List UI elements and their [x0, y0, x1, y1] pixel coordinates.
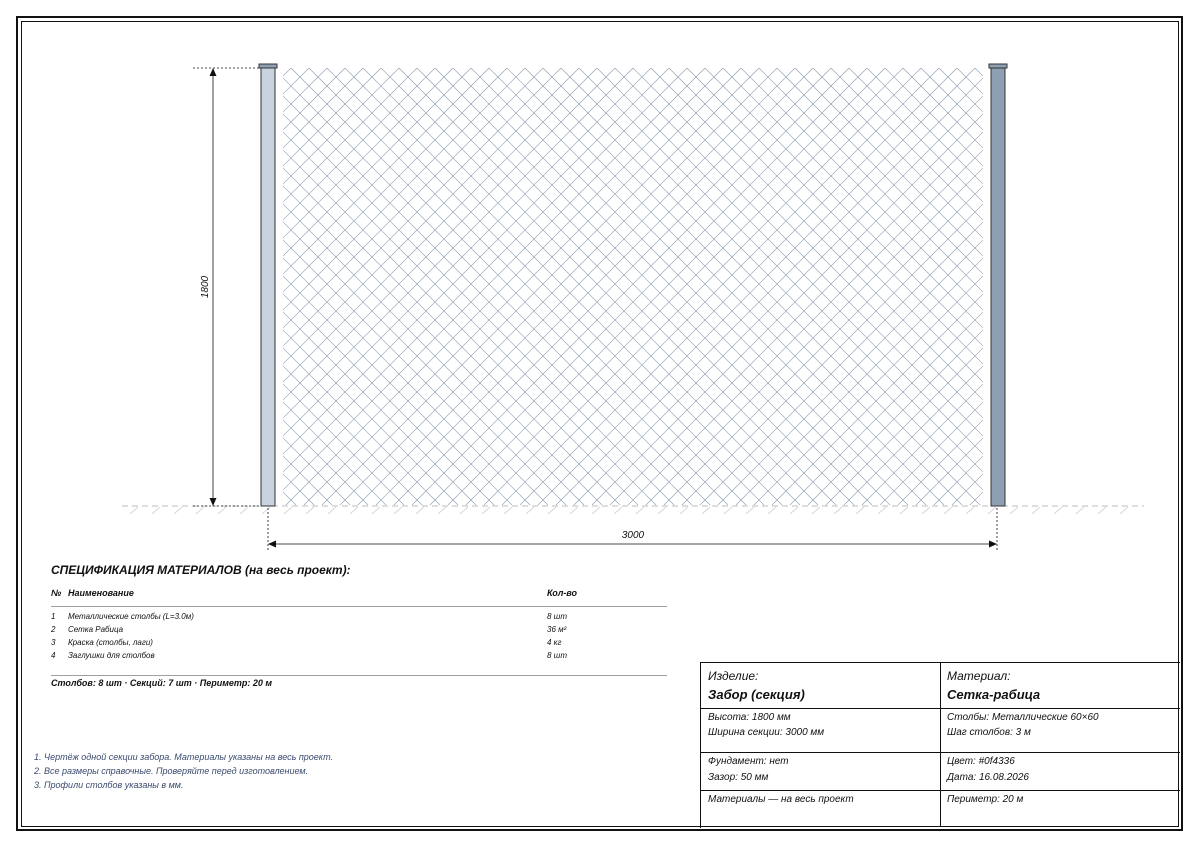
- title-block-divider: [701, 790, 1180, 791]
- spec-row-qty: 8 шт: [547, 651, 567, 660]
- spec-row-qty: 4 кг: [547, 638, 562, 647]
- title-block-divider: [940, 663, 941, 827]
- spec-col-name: Наименование: [68, 588, 134, 598]
- spec-row: [51, 623, 667, 636]
- spec-row-num: 2: [51, 625, 56, 634]
- spec-row-qty: 36 м²: [547, 625, 567, 634]
- spec-total: Столбов: 8 шт · Секций: 7 шт · Периметр: 20 м: [51, 678, 273, 688]
- spec-rows: [51, 610, 667, 662]
- gap-value: Зазор: 50 мм: [708, 772, 769, 783]
- width-dimension: [268, 508, 997, 550]
- post-left: [259, 64, 277, 506]
- spec-row-num: 1: [51, 612, 56, 621]
- spec-header: [51, 586, 667, 607]
- title-block-divider: [701, 752, 1180, 753]
- spec-row-name: Сетка Рабица: [68, 625, 124, 634]
- height-value: Высота: 1800 мм: [708, 712, 791, 723]
- spec-row-num: 4: [51, 651, 56, 660]
- chain-link-mesh: [0, 68, 1200, 505]
- title-block: [700, 662, 1180, 828]
- spec-row: [51, 636, 667, 649]
- spec-row: [51, 610, 667, 623]
- product-label: Изделие:: [708, 669, 759, 683]
- spec-col-qty: Кол-во: [547, 588, 577, 598]
- height-dimension-label: 1800: [200, 275, 211, 299]
- width-dimension-label: 3000: [621, 530, 645, 541]
- note-item: 3. Профили столбов указаны в мм.: [34, 780, 184, 790]
- note-item: 1. Чертёж одной секции забора. Материалы указаны на весь проект.: [34, 752, 334, 762]
- spec-row-name: Металлические столбы (L=3.0м): [68, 612, 194, 621]
- section-width-value: Ширина секции: 3000 мм: [708, 727, 825, 738]
- color-value: Цвет: #0f4336: [947, 756, 1015, 767]
- title-block-divider: [701, 708, 1180, 709]
- perimeter-value: Периметр: 20 м: [947, 794, 1024, 805]
- spec-row: [51, 649, 667, 662]
- ground-hatch: [130, 507, 1128, 514]
- date-value: Дата: 16.08.2026: [947, 772, 1029, 783]
- spec-row-num: 3: [51, 638, 56, 647]
- spec-col-num: №: [51, 588, 62, 598]
- spec-row-name: Заглушки для столбов: [68, 651, 155, 660]
- post-right: [989, 64, 1007, 506]
- spec-divider: [51, 675, 667, 676]
- materials-note: Материалы — на весь проект: [708, 794, 854, 805]
- product-value: Забор (секция): [708, 687, 805, 702]
- spec-title: СПЕЦИФИКАЦИЯ МАТЕРИАЛОВ (на весь проект):: [51, 563, 351, 577]
- posts-value: Столбы: Металлические 60×60: [947, 712, 1099, 723]
- spec-row-name: Краска (столбы, лаги): [68, 638, 153, 647]
- spec-row-qty: 8 шт: [547, 612, 567, 621]
- material-value: Сетка-рабица: [947, 687, 1041, 702]
- foundation-value: Фундамент: нет: [708, 756, 789, 767]
- post-step-value: Шаг столбов: 3 м: [947, 727, 1031, 738]
- drawing-notes: [34, 752, 333, 794]
- note-item: 2. Все размеры справочные. Проверяйте перед изготовлением.: [34, 766, 309, 776]
- material-label: Материал:: [947, 669, 1011, 683]
